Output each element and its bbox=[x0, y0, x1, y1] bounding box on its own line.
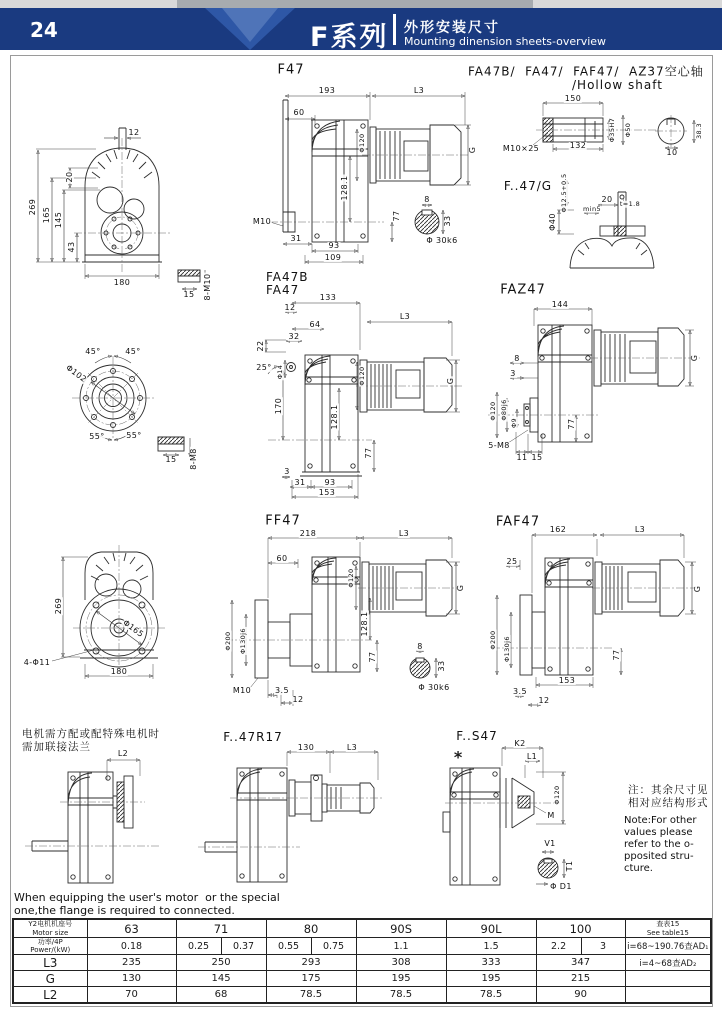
note-en-line5: cture. bbox=[624, 863, 653, 874]
table-cell: 293 bbox=[266, 955, 356, 971]
dim-label: 43 bbox=[67, 241, 76, 253]
dim-label: M10 bbox=[232, 686, 252, 695]
see-table-label-cn: 查表15 bbox=[656, 920, 680, 929]
table-cell: 71 bbox=[176, 919, 266, 938]
dim-label: 8 bbox=[514, 354, 520, 363]
dim-label: 218 bbox=[299, 529, 317, 538]
dim-label: 20 bbox=[65, 171, 74, 183]
table-cell: 145 bbox=[176, 971, 266, 987]
dim-label: 20 bbox=[601, 195, 613, 204]
table-cell: 2.2 bbox=[536, 938, 581, 955]
dim-label: Φ9 bbox=[509, 417, 518, 429]
flange-note-cn-line1: 电机需方配或配特殊电机时 bbox=[22, 728, 160, 740]
power-label-cn: 功率/4P bbox=[37, 938, 63, 946]
dim-label: 133 bbox=[319, 293, 337, 302]
note-en-line2: values please bbox=[624, 827, 693, 838]
dim-label: 128.1 bbox=[330, 404, 339, 430]
table-cell: 90L bbox=[446, 919, 536, 938]
table-cell: 1.5 bbox=[446, 938, 536, 955]
table-cell: 308 bbox=[356, 955, 446, 971]
dim-label: 45° bbox=[125, 347, 141, 356]
dim-label: 32 bbox=[288, 332, 300, 341]
dim-label: M10 bbox=[252, 217, 272, 226]
faf47-drawing bbox=[488, 535, 696, 705]
table-cell: 100 bbox=[536, 919, 625, 938]
see-table-header-cell bbox=[625, 919, 711, 938]
figure-title-faz47: FAZ47 bbox=[500, 282, 546, 298]
dim-label: Φ120 bbox=[552, 785, 561, 805]
figure-title-f47: F47 bbox=[277, 62, 305, 78]
power-row bbox=[13, 938, 711, 955]
dim-label: 15 bbox=[531, 453, 543, 462]
power-label-en: Power/(kW) bbox=[30, 946, 71, 955]
dim-label: L3 bbox=[634, 525, 646, 534]
table-cell: 1.1 bbox=[356, 938, 446, 955]
figure-title-fa47: FA47 bbox=[266, 283, 300, 297]
dim-label: Φ120 bbox=[357, 366, 366, 386]
dim-label: 25° bbox=[256, 363, 272, 372]
f47-front-view-drawing bbox=[36, 128, 205, 289]
dim-label: 77 bbox=[612, 649, 621, 661]
dim-label: 93 bbox=[328, 241, 340, 250]
dim-label: 150 bbox=[564, 94, 582, 103]
dim-label: 269 bbox=[28, 198, 37, 216]
dim-label: 8 bbox=[417, 642, 423, 651]
dim-label: 162 bbox=[549, 525, 567, 534]
dim-label: t=1.8 bbox=[619, 199, 641, 208]
motor-size-row bbox=[13, 919, 711, 938]
dim-label: L1 bbox=[526, 752, 538, 761]
ratio-note-cell: i=68~190.76查AD₁ bbox=[625, 938, 711, 955]
dim-label: Φ200 bbox=[488, 630, 497, 650]
dim-label: 15 bbox=[183, 290, 195, 299]
dim-label: 15 bbox=[165, 455, 177, 464]
dim-label: Φ14 bbox=[275, 364, 284, 380]
table-cell: 215 bbox=[536, 971, 625, 987]
ratio-note-cell bbox=[625, 971, 711, 987]
dim-label: L3 bbox=[413, 86, 425, 95]
dim-label: 77 bbox=[392, 210, 401, 222]
dim-label: 130 bbox=[297, 743, 315, 752]
table-cell: 70 bbox=[87, 987, 176, 1004]
dim-label: 12 bbox=[292, 695, 304, 704]
f47r17-drawing bbox=[198, 752, 382, 882]
dim-label: 5-M8 bbox=[488, 441, 510, 450]
dim-label: 22 bbox=[256, 340, 265, 352]
table-cell: 78.5 bbox=[446, 987, 536, 1004]
figure-title-f47g: F..47/G bbox=[503, 179, 553, 193]
dim-label: 55° bbox=[89, 432, 105, 441]
dim-label: 12 bbox=[128, 128, 140, 137]
dim-label: 109 bbox=[324, 253, 342, 262]
dim-label: 25 bbox=[506, 557, 518, 566]
note-en-line1: Note:For other bbox=[624, 815, 697, 826]
series-title: F系列 bbox=[310, 22, 389, 53]
dim-label: 38.3 bbox=[694, 122, 703, 140]
dim-label: 153 bbox=[558, 676, 576, 685]
dim-label: G bbox=[690, 354, 699, 362]
note-cn-line1: 注：其余尺寸见 bbox=[628, 784, 709, 796]
dimensions-table-wrap bbox=[12, 918, 710, 1004]
dim-label: 4-Φ11 bbox=[23, 658, 51, 667]
dim-label: Φ 30k6 bbox=[426, 236, 458, 245]
dim-label: 60 bbox=[276, 554, 288, 563]
figure-title-hollow-line1: FA47B/ FA47/ FAF47/ AZ37空心轴 bbox=[468, 64, 704, 79]
dim-label: 3 bbox=[284, 467, 290, 476]
dim-label: 12 bbox=[284, 303, 296, 312]
table-cell: 0.18 bbox=[87, 938, 176, 955]
dim-label: 8-M8 bbox=[189, 448, 198, 470]
note-en-line3: refer to the o- bbox=[624, 839, 694, 850]
see-table-label-en: See table15 bbox=[646, 928, 689, 937]
table-cell: 68 bbox=[176, 987, 266, 1004]
dim-label: 3 bbox=[510, 369, 516, 378]
dim-label: 12 bbox=[538, 696, 550, 705]
power-header-cell bbox=[13, 938, 87, 955]
table-row bbox=[13, 955, 711, 971]
header-subtitle-cn: 外形安装尺寸 bbox=[404, 20, 500, 36]
ff47-front-view-drawing bbox=[52, 545, 165, 679]
flange-note-cn-line2: 需加联接法兰 bbox=[22, 741, 91, 753]
dim-label: 64 bbox=[309, 320, 321, 329]
dim-label: 77 bbox=[364, 447, 373, 459]
row-label-cell: L2 bbox=[13, 987, 87, 1004]
table-cell: 333 bbox=[446, 955, 536, 971]
ff47-side-view-drawing bbox=[225, 538, 462, 706]
figure-title-ff47: FF47 bbox=[265, 513, 301, 529]
flange-required-drawing bbox=[25, 760, 160, 883]
figure-title-f47r17: F..47R17 bbox=[223, 730, 283, 744]
dim-label: T1 bbox=[565, 860, 574, 872]
dim-label: 180 bbox=[113, 278, 131, 287]
dim-label: L3 bbox=[346, 743, 358, 752]
dim-label: Φ102 bbox=[64, 363, 89, 385]
dim-label: 128.1 bbox=[340, 175, 349, 201]
table-cell: 90S bbox=[356, 919, 446, 938]
dimensions-table bbox=[12, 918, 712, 1004]
motor-size-header-cell bbox=[13, 919, 87, 938]
table-cell: 90 bbox=[536, 987, 625, 1004]
dim-label: L3 bbox=[398, 529, 410, 538]
dim-label: 145 bbox=[54, 211, 63, 229]
table-cell: 63 bbox=[87, 919, 176, 938]
row-label-cell: L3 bbox=[13, 955, 87, 971]
dim-label: 31 bbox=[290, 234, 302, 243]
output-flange-drawing bbox=[72, 356, 190, 457]
dim-label: Φ200 bbox=[223, 631, 232, 651]
dim-label: Φ40 bbox=[548, 213, 557, 231]
figure-title-fa47b: FA47B bbox=[266, 270, 309, 284]
dim-label: 10 bbox=[666, 148, 678, 157]
dim-label: L2 bbox=[117, 749, 129, 758]
dim-label: 3.5 bbox=[513, 687, 527, 696]
table-cell: 0.75 bbox=[311, 938, 356, 955]
dim-label: 93 bbox=[324, 478, 336, 487]
table-cell: 0.55 bbox=[266, 938, 311, 955]
dim-label: M bbox=[547, 811, 555, 820]
dim-label: L3 bbox=[399, 312, 411, 321]
dim-label: 11 bbox=[516, 453, 528, 462]
table-cell: 78.5 bbox=[356, 987, 446, 1004]
f47g-drawing bbox=[557, 180, 654, 268]
table-cell: 78.5 bbox=[266, 987, 356, 1004]
dim-label: 193 bbox=[318, 86, 336, 95]
dim-label: 77 bbox=[567, 418, 576, 430]
table-cell: 347 bbox=[536, 955, 625, 971]
table-cell: 3 bbox=[581, 938, 625, 955]
dim-label: 77 bbox=[368, 651, 377, 663]
dim-label: 60 bbox=[293, 108, 305, 117]
dim-label: 165 bbox=[42, 206, 51, 224]
dim-label: 33 bbox=[437, 660, 446, 672]
table-cell: 130 bbox=[87, 971, 176, 987]
dim-label: Φ80j6 bbox=[499, 399, 508, 421]
dim-label: Φ35H7 bbox=[607, 117, 616, 143]
header-subtitle-en: Mounting dinension sheets-overview bbox=[404, 35, 607, 48]
page-number: 24 bbox=[30, 18, 58, 42]
table-row bbox=[13, 971, 711, 987]
dim-label: 132 bbox=[569, 141, 587, 150]
dim-label: Φ120 bbox=[346, 568, 355, 588]
dim-label: 31 bbox=[294, 478, 306, 487]
note-cn-line2: 相对应结构形式 bbox=[628, 797, 709, 809]
ratio-note-cell bbox=[625, 987, 711, 1004]
dim-label: 170 bbox=[274, 397, 283, 415]
dim-label: Φ165 bbox=[121, 618, 146, 640]
dim-label: 45° bbox=[85, 347, 101, 356]
table-cell: 195 bbox=[446, 971, 536, 987]
dim-label: 128.1 bbox=[360, 611, 369, 637]
dim-label: 8 bbox=[424, 195, 430, 204]
dim-label: V1 bbox=[544, 839, 556, 848]
dim-label: 55° bbox=[126, 431, 142, 440]
row-label-cell: G bbox=[13, 971, 87, 987]
figure-title-faf47: FAF47 bbox=[495, 514, 541, 530]
table-cell: 0.25 bbox=[176, 938, 221, 955]
figure-title-hollow-line2: /Hollow shaft bbox=[572, 78, 663, 92]
dim-label: 144 bbox=[551, 300, 569, 309]
table-cell: 0.37 bbox=[221, 938, 266, 955]
dim-label: Φ120 bbox=[357, 133, 366, 153]
dim-label: 8-M10 bbox=[203, 273, 212, 301]
figure-title-fs47: F..S47 bbox=[456, 729, 498, 743]
dim-label: Φ130j6 bbox=[238, 628, 247, 654]
dim-label: 153 bbox=[318, 488, 336, 497]
table-cell: 235 bbox=[87, 955, 176, 971]
note-en-line4: pposited stru- bbox=[624, 851, 694, 862]
dim-label: G bbox=[693, 585, 702, 593]
table-row bbox=[13, 987, 711, 1004]
dim-label: 3.5 bbox=[275, 686, 289, 695]
dim-label: min5 bbox=[583, 204, 601, 213]
dim-label: G bbox=[446, 377, 455, 385]
motor-size-label-cn: Y2电机机座号 bbox=[28, 920, 73, 929]
dim-label: Φ D1 bbox=[550, 882, 572, 891]
dim-label: Φ130j6 bbox=[502, 636, 511, 662]
dim-label: 269 bbox=[54, 597, 63, 615]
motor-size-label-en: Motor size bbox=[32, 928, 69, 937]
dim-label: G bbox=[456, 584, 465, 592]
dim-label: 180 bbox=[110, 667, 128, 676]
table-cell: 80 bbox=[266, 919, 356, 938]
faz47-drawing bbox=[488, 309, 700, 455]
asterisk-marker: * bbox=[453, 747, 463, 767]
dim-label: M10×25 bbox=[502, 144, 540, 153]
footer-text-line2: one,the flange is required to connected. bbox=[14, 904, 235, 917]
ratio-note-cell: i=4~68查AD₂ bbox=[625, 955, 711, 971]
dim-label: K2 bbox=[514, 739, 526, 748]
footer-text-line1: When equipping the user's motor or the special bbox=[14, 891, 280, 904]
dim-label: Φ120 bbox=[488, 401, 497, 421]
dim-label: Φ50 bbox=[623, 122, 632, 138]
dim-label: G bbox=[468, 146, 477, 154]
table-cell: 250 bbox=[176, 955, 266, 971]
table-cell: 175 bbox=[266, 971, 356, 987]
dim-label: Φ 30k6 bbox=[418, 683, 450, 692]
dim-label: 33 bbox=[443, 215, 452, 227]
table-cell: 195 bbox=[356, 971, 446, 987]
dim-label: Φ12.5+0.5 bbox=[559, 173, 568, 213]
